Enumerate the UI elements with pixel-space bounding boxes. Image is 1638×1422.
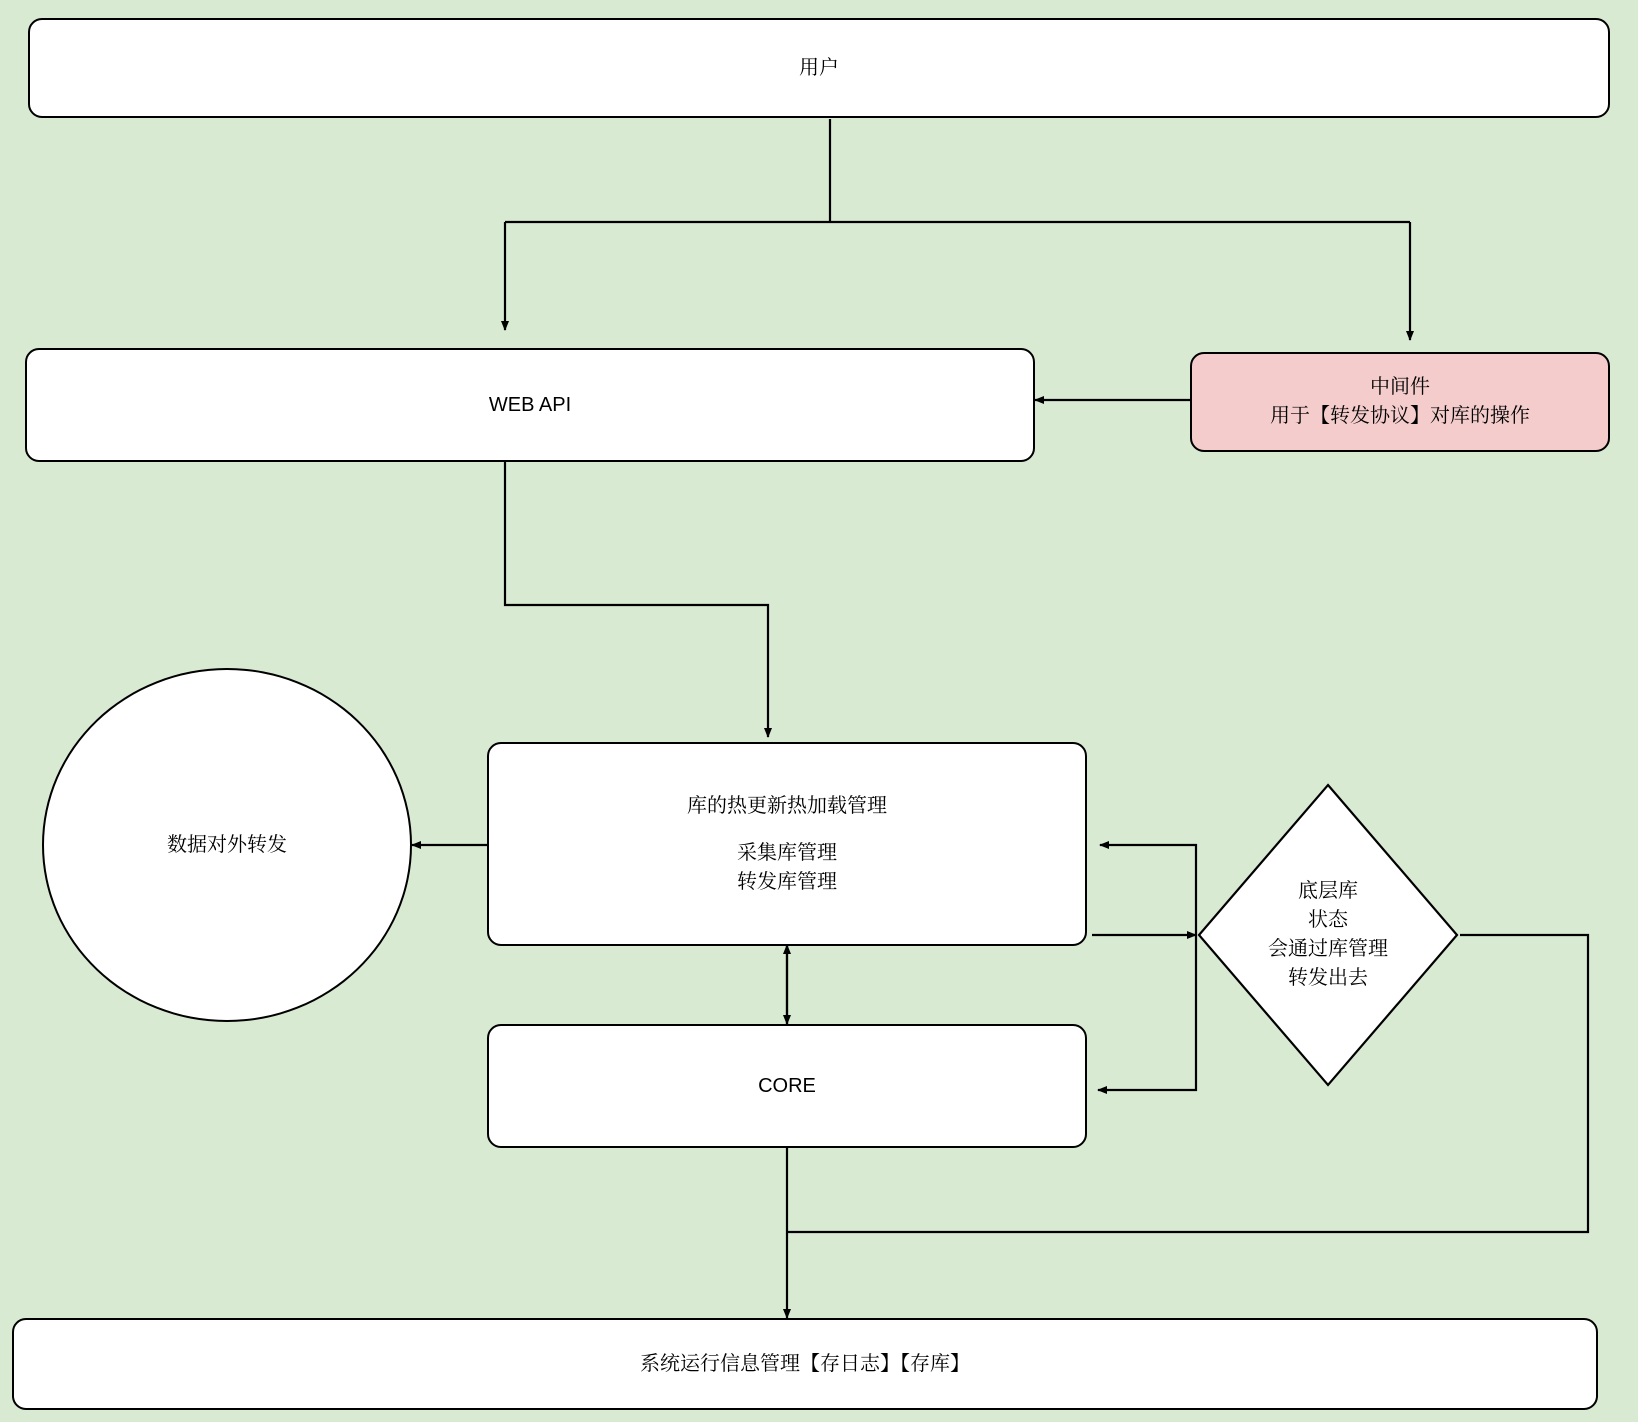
node-bottom-lib-label-group (1196, 782, 1460, 1088)
node-system-info-label: 系统运行信息管理【存日志】【存库】 (640, 1352, 970, 1375)
node-core-label: CORE (758, 1074, 816, 1097)
node-bottom-lib-line4: 转发出去 (1288, 967, 1368, 989)
node-lib-manager[interactable] (487, 742, 1087, 946)
node-web-api[interactable] (25, 348, 1035, 462)
edge-bottomlib-libmanager (1100, 845, 1196, 935)
node-user-label: 用户 (799, 56, 839, 79)
node-bottom-lib-line1: 底层库 (1298, 880, 1358, 902)
node-lib-manager-line2: 采集库管理 (737, 841, 837, 864)
node-user[interactable] (28, 18, 1610, 118)
node-bottom-lib-line2: 状态 (1308, 909, 1348, 931)
node-data-forward-label: 数据对外转发 (167, 833, 287, 856)
node-data-forward[interactable] (42, 668, 412, 1022)
node-bottom-lib[interactable] (1196, 782, 1460, 1088)
node-web-api-label: WEB API (488, 393, 572, 416)
node-bottom-lib-line3: 会通过库管理 (1268, 938, 1388, 960)
node-middleware-line1: 中间件 (1370, 376, 1430, 398)
node-middleware-line2: 用于【转发协议】对库的操作 (1270, 405, 1530, 427)
edge-webapi-libmanager (505, 462, 768, 737)
node-middleware[interactable] (1190, 352, 1610, 452)
node-core[interactable] (487, 1024, 1087, 1148)
node-system-info[interactable] (12, 1318, 1598, 1410)
node-lib-manager-line3: 转发库管理 (737, 870, 837, 893)
node-lib-manager-line1: 库的热更新热加载管理 (687, 794, 887, 817)
edge-bottomlib-core (1098, 935, 1196, 1090)
